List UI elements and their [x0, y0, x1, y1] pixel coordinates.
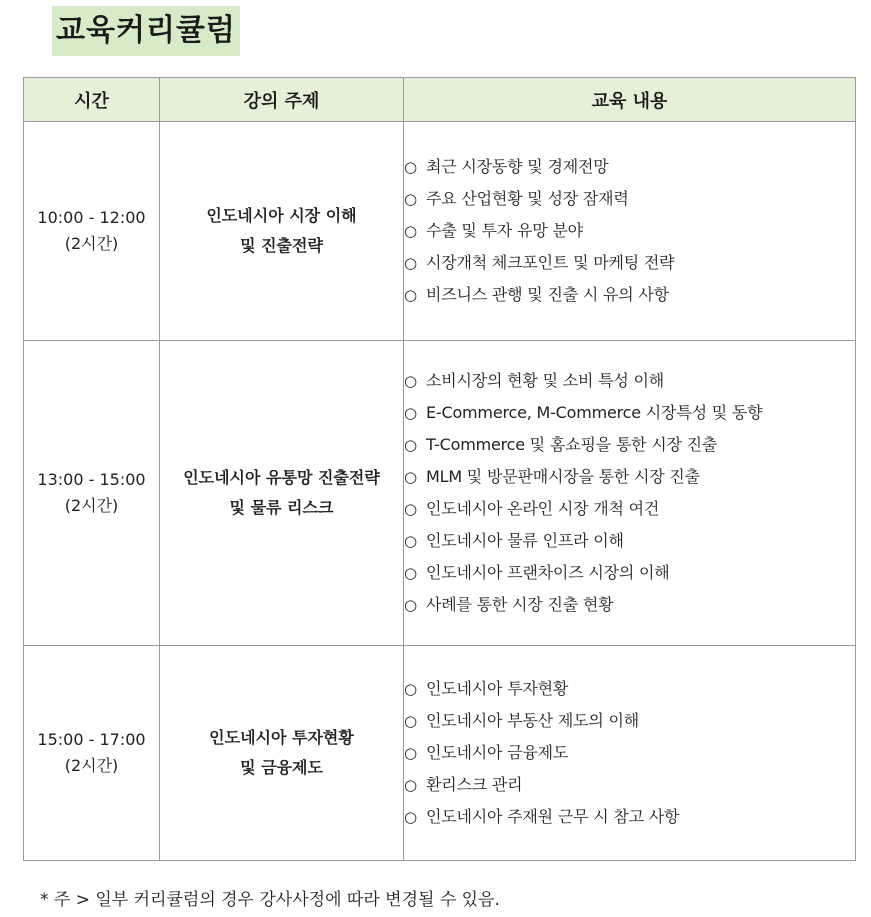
content-list — [404, 151, 855, 311]
list-item-text: 주요 산업현황 및 성장 잠재력 — [426, 189, 629, 208]
curriculum-table — [23, 77, 856, 861]
circle-bullet-icon: ○ — [404, 680, 417, 698]
circle-bullet-icon: ○ — [404, 532, 417, 550]
session-time-cell — [24, 646, 160, 861]
circle-bullet-icon: ○ — [404, 190, 417, 208]
list-item — [404, 493, 855, 525]
circle-bullet-icon: ○ — [404, 254, 417, 272]
session-time-cell — [24, 341, 160, 646]
session-topic-line: 인도네시아 유통망 진출전략 — [183, 468, 380, 487]
session-content-cell — [404, 122, 856, 341]
session-topic-line: 인도네시아 시장 이해 — [206, 206, 357, 225]
circle-bullet-icon: ○ — [404, 436, 417, 454]
circle-bullet-icon: ○ — [404, 564, 417, 582]
circle-bullet-icon: ○ — [404, 500, 417, 518]
circle-bullet-icon: ○ — [404, 158, 417, 176]
session-topic-cell — [160, 646, 404, 861]
circle-bullet-icon: ○ — [404, 596, 417, 614]
list-item — [404, 769, 855, 801]
header-content: 교육 내용 — [404, 78, 856, 122]
session-time: 15:00 - 17:00 — [37, 730, 146, 749]
content-list — [404, 673, 855, 833]
list-item-text: 사례를 통한 시장 진출 현황 — [426, 595, 614, 614]
list-item-text: 환리스크 관리 — [426, 775, 523, 794]
list-item-text: 수출 및 투자 유망 분야 — [426, 221, 583, 240]
list-item — [404, 247, 855, 279]
circle-bullet-icon: ○ — [404, 776, 417, 794]
session-topic-cell — [160, 122, 404, 341]
session-content-cell — [404, 646, 856, 861]
list-item-text: 인도네시아 투자현황 — [426, 679, 569, 698]
session-time: 13:00 - 15:00 — [37, 470, 146, 489]
session-topic-line: 인도네시아 투자현황 — [209, 728, 354, 747]
session-time: 10:00 - 12:00 — [37, 208, 146, 227]
table-header-row — [24, 78, 856, 122]
session-content-cell — [404, 341, 856, 646]
list-item — [404, 461, 855, 493]
list-item — [404, 589, 855, 621]
table-row — [24, 122, 856, 341]
session-topic-line: 및 물류 리스크 — [229, 498, 334, 517]
session-time-cell — [24, 122, 160, 341]
circle-bullet-icon: ○ — [404, 286, 417, 304]
list-item-text: 인도네시아 프랜차이즈 시장의 이해 — [426, 563, 670, 582]
circle-bullet-icon: ○ — [404, 712, 417, 730]
circle-bullet-icon: ○ — [404, 372, 417, 390]
list-item — [404, 365, 855, 397]
header-topic: 강의 주제 — [160, 78, 404, 122]
header-time: 시간 — [24, 78, 160, 122]
list-item — [404, 557, 855, 589]
list-item — [404, 215, 855, 247]
circle-bullet-icon: ○ — [404, 222, 417, 240]
list-item — [404, 397, 855, 429]
list-item-text: 인도네시아 부동산 제도의 이해 — [426, 711, 639, 730]
list-item-text: 인도네시아 물류 인프라 이해 — [426, 531, 624, 550]
circle-bullet-icon: ○ — [404, 808, 417, 826]
list-item-text: MLM 및 방문판매시장을 통한 시장 진출 — [426, 467, 700, 486]
footnote: * 주 > 일부 커리큘럼의 경우 강사사정에 따라 변경될 수 있음. — [40, 890, 500, 910]
list-item-text: 최근 시장동향 및 경제전망 — [426, 157, 609, 176]
list-item-text: 비즈니스 관행 및 진출 시 유의 사항 — [426, 285, 669, 304]
list-item — [404, 151, 855, 183]
list-item-text: 시장개척 체크포인트 및 마케팅 전략 — [426, 253, 675, 272]
list-item — [404, 673, 855, 705]
circle-bullet-icon: ○ — [404, 744, 417, 762]
circle-bullet-icon: ○ — [404, 468, 417, 486]
session-duration: (2시간) — [64, 496, 119, 515]
list-item-text: T-Commerce 및 홈쇼핑을 통한 시장 진출 — [426, 435, 718, 454]
session-duration: (2시간) — [64, 756, 119, 775]
list-item — [404, 279, 855, 311]
list-item-text: 인도네시아 금융제도 — [426, 743, 569, 762]
list-item — [404, 183, 855, 215]
session-topic-cell — [160, 341, 404, 646]
page-title: 교육커리큘럼 — [52, 6, 240, 56]
table-row — [24, 646, 856, 861]
list-item-text: 인도네시아 주재원 근무 시 참고 사항 — [426, 807, 680, 826]
content-list — [404, 365, 855, 621]
list-item-text: 인도네시아 온라인 시장 개척 여건 — [426, 499, 660, 518]
session-topic-line: 및 진출전략 — [240, 236, 323, 255]
list-item-text: E-Commerce, M-Commerce 시장특성 및 동향 — [426, 403, 763, 422]
list-item-text: 소비시장의 현황 및 소비 특성 이해 — [426, 371, 665, 390]
table-row — [24, 341, 856, 646]
session-duration: (2시간) — [64, 234, 119, 253]
session-topic-line: 및 금융제도 — [240, 758, 323, 777]
list-item — [404, 429, 855, 461]
circle-bullet-icon: ○ — [404, 404, 417, 422]
list-item — [404, 705, 855, 737]
list-item — [404, 737, 855, 769]
list-item — [404, 525, 855, 557]
list-item — [404, 801, 855, 833]
